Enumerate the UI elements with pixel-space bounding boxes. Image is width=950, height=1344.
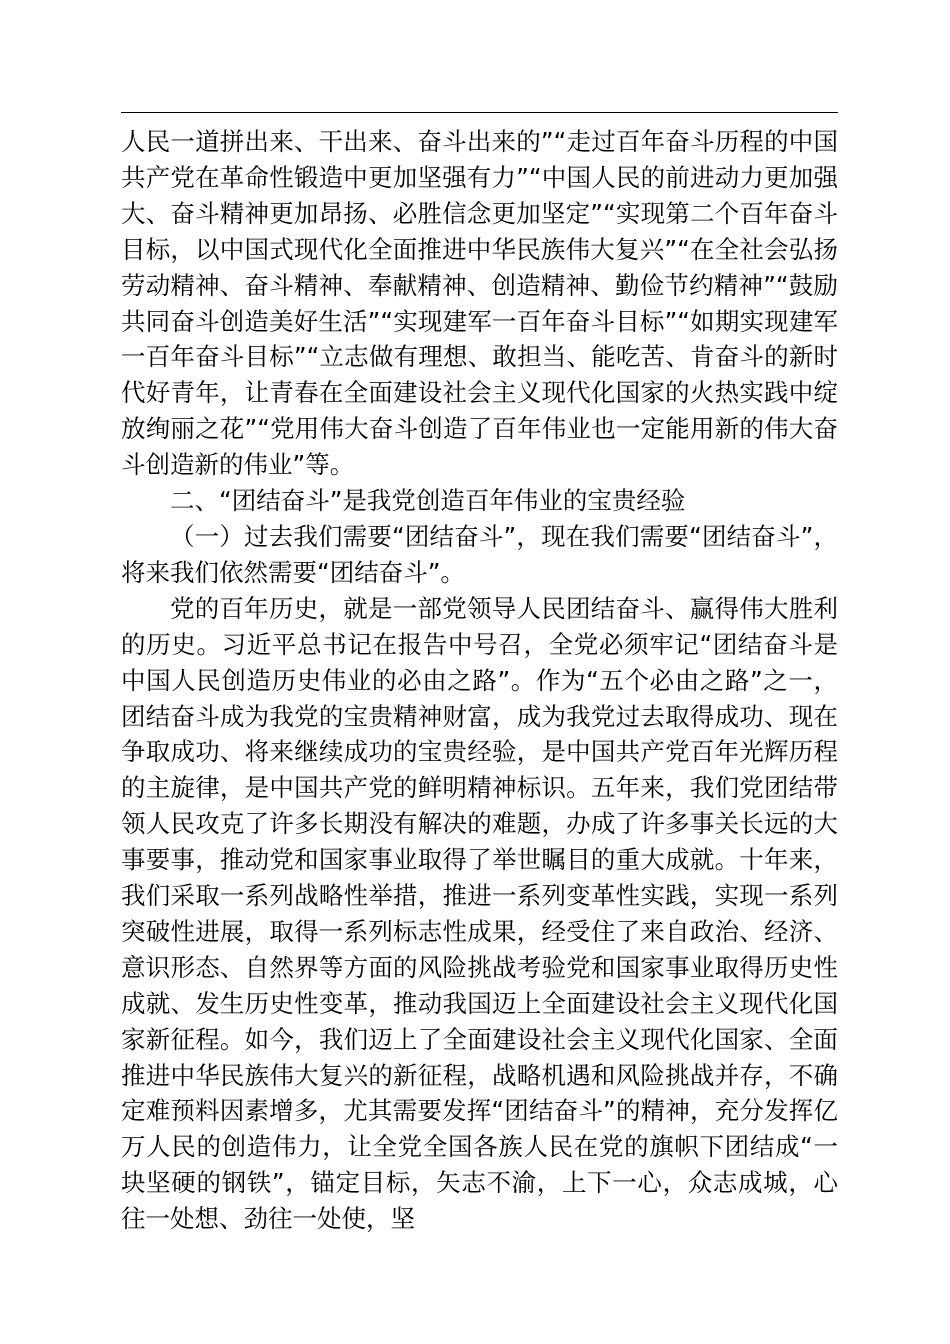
- paragraph-history: 党的百年历史，就是一部党领导人民团结奋斗、赢得伟大胜利的历史。习近平总书记在报告中号召，全党必须牢记“团结奋斗是中国人民创造历史伟业的必由之路”。作为“五个必由之路”之一，团结奋斗成为我党的宝贵精神财富，成为我党过去取得成功、现在争取成功、将来继续成功的宝贵经验，是中国共产党百年光辉历程的主旋律，是中国共产党的鲜明精神标识。五年来，我们党团结带领人民攻克了许多长期没有解决的难题，办成了许多事关长远的大事要事，推动党和国家事业取得了举世瞩目的重大成就。十年来，我们采取一系列战略性举措，推进一系列变革性实践，实现一系列突破性进展，取得一系列标志性成果，经受住了来自政治、经济、意识形态、自然界等方面的风险挑战考验党和国家事业取得历史性成就、发生历史性变革，推动我国迈上全面建设社会主义现代化国家新征程。如今，我们迈上了全面建设社会主义现代化国家、全面推进中华民族伟大复兴的新征程，战略机遇和风险挑战并存，不确定难预料因素增多，尤其需要发挥“团结奋斗”的精神，充分发挥亿万人民的创造伟力，让全党全国各族人民在党的旗帜下团结成“一块坚硬的钢铁”，锚定目标，矢志不渝，上下一心，众志成城，心往一处想、劲往一处使，坚: [121, 593, 838, 1234]
- section-heading: 二、“团结奋斗”是我党创造百年伟业的宝贵经验: [170, 486, 686, 516]
- document-body: [121, 124, 838, 1237]
- paragraph-quote-list: 人民一道拼出来、干出来、奋斗出来的”“走过百年奋斗历程的中国共产党在革命性锻造中更加坚强有力”“中国人民的前进动力更加强大、奋斗精神更加昂扬、必胜信念更加坚定”“实现第二个百年奋斗目标，以中国式现代化全面推进中华民族伟大复兴”“在全社会弘扬劳动精神、奋斗精神、奉献精神、创造精神、勤俭节约精神”“鼓励共同奋斗创造美好生活”“实现建军一百年奋斗目标”“如期实现建军一百年奋斗目标”“立志做有理想、敢担当、能吃苦、肯奋斗的新时代好青年，让青春在全面建设社会主义现代化国家的火热实践中绽放绚丽之花”“党用伟大奋斗创造了百年伟业也一定能用新的伟大奋斗创造新的伟业”等。: [121, 127, 838, 480]
- header-divider: [121, 112, 838, 113]
- subsection-heading: （一）过去我们需要“团结奋斗”，现在我们需要“团结奋斗”，将来我们依然需要“团结奋斗”。: [121, 521, 838, 587]
